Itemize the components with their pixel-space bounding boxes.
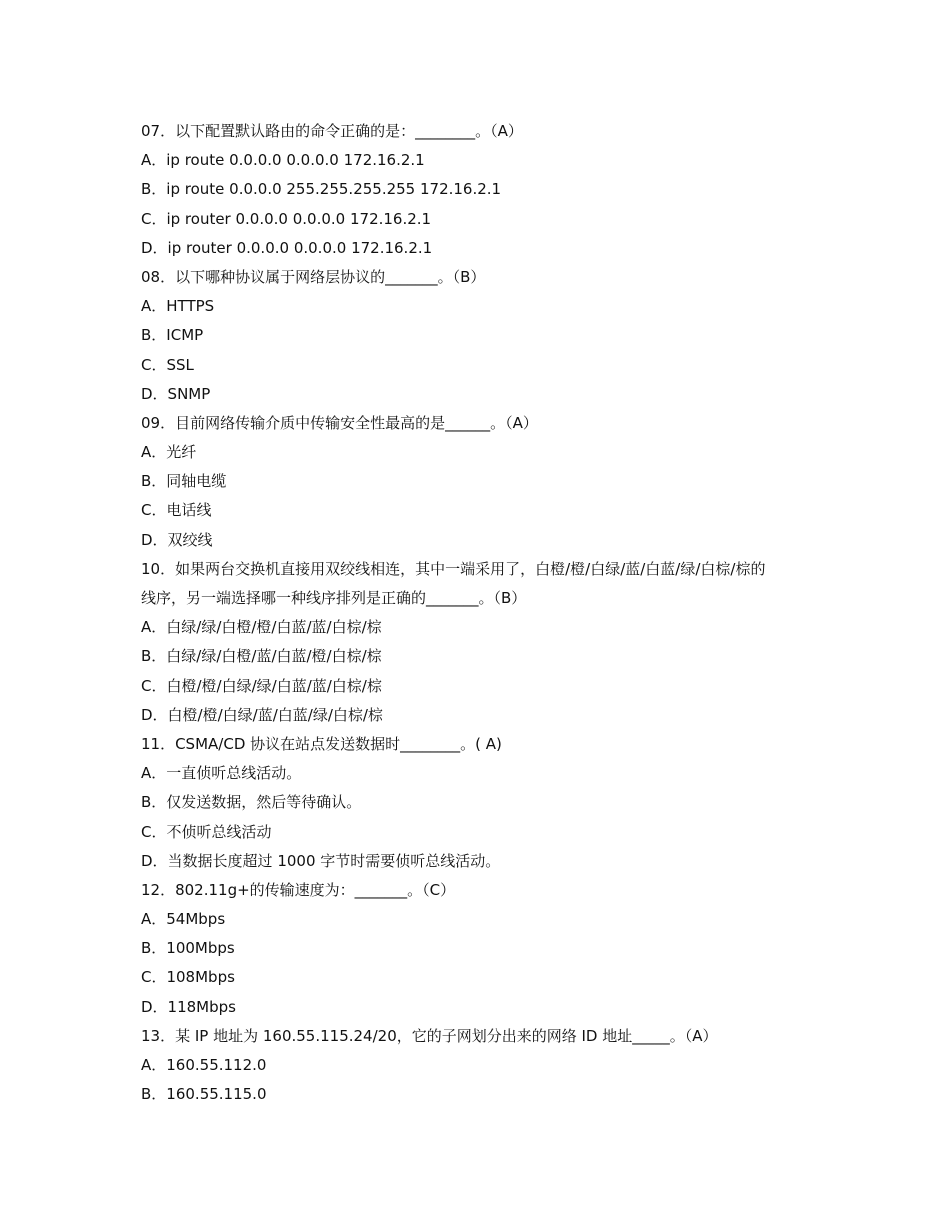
question-list xyxy=(141,117,821,1109)
question-stem-09: 09．目前网络传输介质中传输安全性最高的是______。（A） xyxy=(141,413,538,432)
option-11-d: D．当数据长度超过 1000 字节时需要侦听总线活动。 xyxy=(141,851,501,870)
option-07-b: B．ip route 0.0.0.0 255.255.255.255 172.16.2.1 xyxy=(141,180,502,199)
question-stem-13: 13．某 IP 地址为 160.55.115.24/20，它的子网划分出来的网络 ID 地址_____。（A） xyxy=(141,1026,718,1045)
option-09-b: B．同轴电缆 xyxy=(141,472,227,491)
question-stem-10-line2: 线序，另一端选择哪一种线序排列是正确的_______。（B） xyxy=(141,589,527,607)
option-11-b: B．仅发送数据，然后等待确认。 xyxy=(141,793,362,812)
option-11-a: A．一直侦听总线活动。 xyxy=(141,764,302,783)
question-stem-12: 12．802.11g+的传输速度为：_______。（C） xyxy=(141,880,456,899)
option-13-b: B．160.55.115.0 xyxy=(141,1085,267,1104)
option-07-c: C．ip router 0.0.0.0 0.0.0.0 172.16.2.1 xyxy=(141,209,432,228)
option-08-c: C．SSL xyxy=(141,355,194,374)
option-10-c: C．白橙/橙/白绿/绿/白蓝/蓝/白棕/棕 xyxy=(141,676,382,695)
option-11-c: C．不侦听总线活动 xyxy=(141,822,272,841)
option-09-a: A．光纤 xyxy=(141,443,197,462)
option-13-a: A．160.55.112.0 xyxy=(141,1056,267,1074)
question-stem-07: 07．以下配置默认路由的命令正确的是：________。（A） xyxy=(141,122,523,140)
option-08-d: D．SNMP xyxy=(141,384,211,403)
option-07-a: A．ip route 0.0.0.0 0.0.0.0 172.16.2.1 xyxy=(141,151,425,170)
question-stem-10-line1: 10．如果两台交换机直接用双绞线相连，其中一端采用了，白橙/橙/白绿/蓝/白蓝/绿/白棕/棕的 xyxy=(141,559,766,578)
option-08-b: B．ICMP xyxy=(141,326,204,345)
option-09-d: D．双绞线 xyxy=(141,530,213,549)
question-stem-08: 08．以下哪种协议属于网络层协议的_______。（B） xyxy=(141,267,486,286)
option-10-a: A．白绿/绿/白橙/橙/白蓝/蓝/白棕/棕 xyxy=(141,618,382,637)
option-12-d: D．118Mbps xyxy=(141,997,236,1016)
option-09-c: C．电话线 xyxy=(141,501,212,520)
option-12-c: C．108Mbps xyxy=(141,968,235,987)
option-12-b: B．100Mbps xyxy=(141,939,235,958)
question-stem-11: 11．CSMA/CD 协议在站点发送数据时________。( A) xyxy=(141,734,502,753)
option-12-a: A．54Mbps xyxy=(141,910,226,929)
option-08-a: A．HTTPS xyxy=(141,297,215,316)
option-07-d: D．ip router 0.0.0.0 0.0.0.0 172.16.2.1 xyxy=(141,238,433,257)
option-10-d: D．白橙/橙/白绿/蓝/白蓝/绿/白棕/棕 xyxy=(141,705,383,724)
option-10-b: B．白绿/绿/白橙/蓝/白蓝/橙/白棕/棕 xyxy=(141,647,382,666)
